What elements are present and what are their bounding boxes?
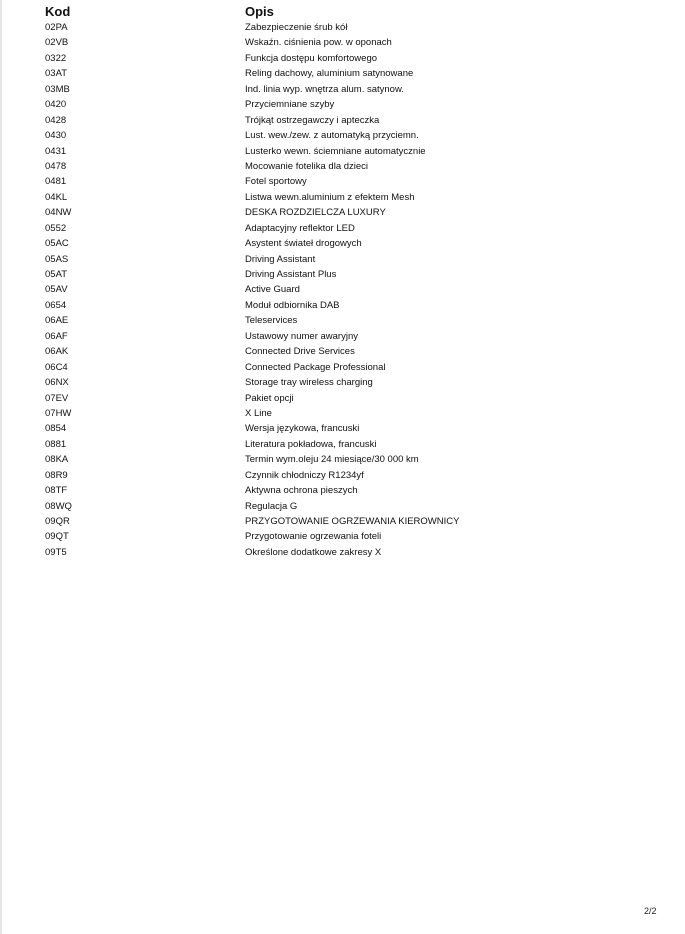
row-description: Wskaźn. ciśnienia pow. w oponach [245, 37, 392, 49]
table-row [0, 529, 685, 544]
row-description: Zabezpieczenie śrub kół [245, 22, 348, 33]
row-code: 0430 [45, 130, 67, 142]
row-code: 0428 [45, 114, 67, 126]
table-row [0, 35, 685, 50]
row-description: Przyciemniane szyby [245, 99, 335, 111]
row-description: Moduł odbiornika DAB [245, 299, 340, 311]
row-code: 05AT [45, 269, 68, 280]
row-description: Przygotowanie ogrzewania foteli [245, 531, 382, 543]
table-row [0, 421, 685, 436]
row-description: Reling dachowy, aluminium satynowane [245, 68, 414, 80]
row-code: 0881 [45, 438, 67, 450]
row-code: 0654 [45, 299, 67, 311]
table-header [0, 3, 685, 21]
table-row [0, 128, 685, 143]
row-description: PRZYGOTOWANIE OGRZEWANIA KIEROWNICY [245, 516, 460, 527]
row-description: Literatura pokładowa, francuski [245, 438, 377, 450]
row-description: Trójkąt ostrzegawczy i apteczka [245, 114, 380, 126]
table-row [0, 267, 685, 282]
table-row [0, 221, 685, 236]
row-description: Driving Assistant [245, 253, 316, 265]
row-code: 05AV [45, 284, 68, 296]
row-code: 06NX [45, 377, 69, 389]
row-code: 0431 [45, 145, 67, 157]
row-description: Lust. wew./zew. z automatyką przyciemn. [245, 130, 419, 142]
row-description: Ind. linia wyp. wnętrza alum. satynow. [245, 83, 404, 95]
row-code: 07EV [45, 392, 69, 404]
table-row [0, 113, 685, 128]
table-row [0, 236, 685, 251]
row-code: 03AT [45, 68, 68, 80]
row-description: Adaptacyjny reflektor LED [245, 222, 355, 234]
row-description: Driving Assistant Plus [245, 269, 337, 280]
table-row [0, 344, 685, 359]
row-code: 0322 [45, 52, 67, 64]
table-row [0, 252, 685, 267]
header-code: Kod [45, 4, 71, 19]
row-code: 08KA [45, 454, 69, 466]
row-code: 04KL [45, 191, 68, 203]
row-code: 0552 [45, 222, 67, 234]
table-row [0, 144, 685, 159]
row-code: 0854 [45, 423, 67, 435]
row-description: Wersja językowa, francuski [245, 423, 360, 435]
row-description: Ustawowy numer awaryjny [245, 330, 358, 342]
row-code: 05AC [45, 238, 69, 250]
row-code: 08R9 [45, 469, 68, 481]
table-row [0, 205, 685, 220]
table-row [0, 375, 685, 390]
table-row [0, 66, 685, 81]
row-description: Regulacja G [245, 500, 298, 512]
table-row [0, 51, 685, 66]
table-row [0, 20, 685, 35]
row-description: Aktywna ochrona pieszych [245, 485, 358, 497]
row-code: 06C4 [45, 361, 68, 373]
table-row [0, 483, 685, 498]
row-description: Connected Drive Services [245, 346, 355, 358]
row-description: Termin wym.oleju 24 miesiące/30 000 km [245, 454, 419, 466]
row-description: Funkcja dostępu komfortowego [245, 52, 378, 64]
row-code: 05AS [45, 253, 69, 265]
row-code: 02VB [45, 37, 69, 49]
row-code: 09QR [45, 516, 70, 527]
row-description: Mocowanie fotelika dla dzieci [245, 160, 369, 172]
table-row [0, 282, 685, 297]
table-row [0, 82, 685, 97]
table-row [0, 190, 685, 205]
table-row [0, 391, 685, 406]
row-description: Active Guard [245, 284, 300, 296]
header-description: Opis [245, 4, 274, 19]
table-row [0, 360, 685, 375]
table-row [0, 499, 685, 514]
row-description: Listwa wewn.aluminium z efektem Mesh [245, 191, 415, 203]
table-row [0, 406, 685, 421]
row-code: 06AK [45, 346, 69, 358]
table-row [0, 159, 685, 174]
row-description: Lusterko wewn. ściemniane automatycznie [245, 145, 426, 157]
row-description: DESKA ROZDZIELCZA LUXURY [245, 207, 386, 219]
row-description: Czynnik chłodniczy R1234yf [245, 469, 364, 481]
table-row [0, 174, 685, 189]
row-code: 0420 [45, 99, 67, 111]
table-row [0, 313, 685, 328]
table-row [0, 468, 685, 483]
row-description: Określone dodatkowe zakresy X [245, 546, 382, 558]
row-description: Pakiet opcji [245, 392, 294, 404]
table-row [0, 298, 685, 313]
row-code: 07HW [45, 407, 72, 419]
row-description: Connected Package Professional [245, 361, 386, 373]
table-row [0, 452, 685, 467]
row-code: 06AE [45, 315, 69, 327]
table-row [0, 329, 685, 344]
row-description: Asystent świateł drogowych [245, 238, 362, 250]
row-description: Storage tray wireless charging [245, 377, 373, 389]
row-code: 0481 [45, 176, 67, 188]
table-row [0, 514, 685, 529]
table-row [0, 545, 685, 560]
row-code: 09QT [45, 531, 69, 543]
options-list [0, 20, 685, 560]
row-code: 04NW [45, 207, 72, 219]
row-description: X Line [245, 407, 272, 419]
row-code: 02PA [45, 22, 68, 33]
table-row [0, 437, 685, 452]
row-code: 03MB [45, 83, 70, 95]
page-number: 2/2 [644, 906, 657, 916]
row-code: 06AF [45, 330, 68, 342]
table-row [0, 97, 685, 112]
row-description: Fotel sportowy [245, 176, 307, 188]
row-code: 09T5 [45, 546, 67, 558]
row-code: 0478 [45, 160, 67, 172]
row-code: 08TF [45, 485, 68, 497]
row-description: Teleservices [245, 315, 298, 327]
row-code: 08WQ [45, 500, 72, 512]
